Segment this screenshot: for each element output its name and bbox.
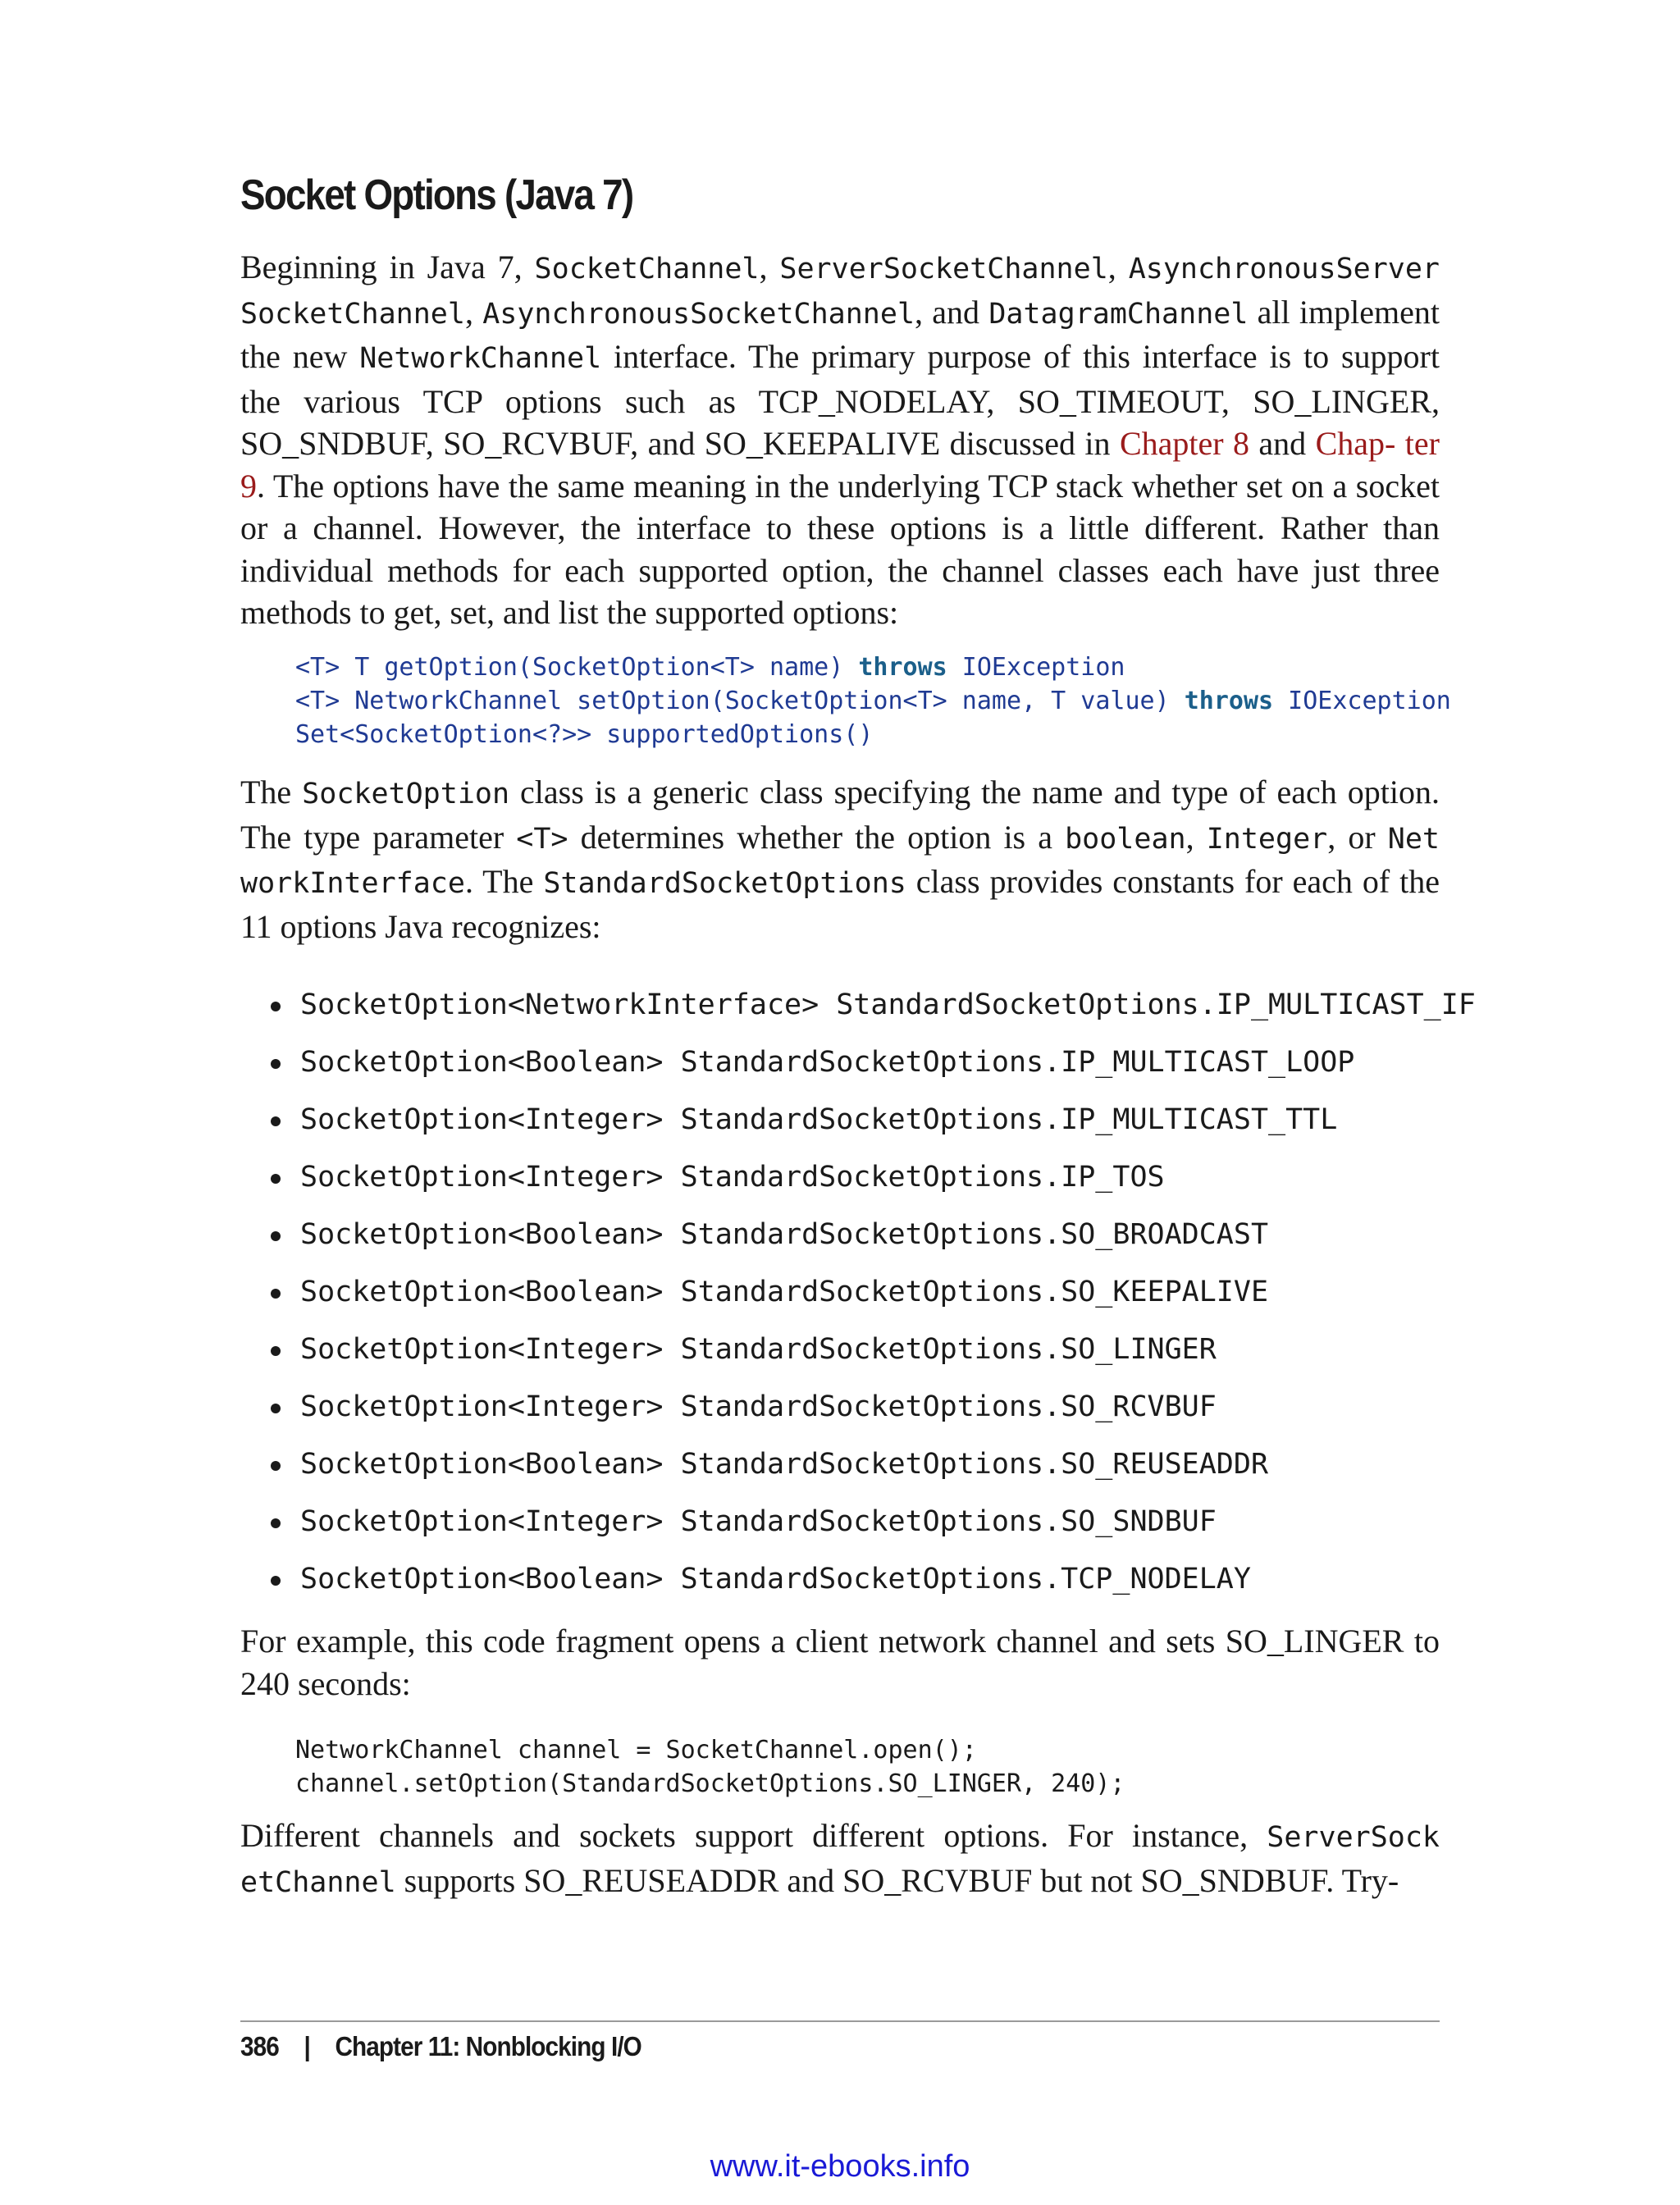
code-line: <T> NetworkChannel setOption(SocketOption<T> name, T value) throws IOException <box>295 687 1451 715</box>
options-list <box>262 976 1476 1608</box>
example-paragraph: For example, this code fragment opens a client network channel and sets SO_LINGER to 240 seconds: <box>240 1623 1440 1702</box>
intro-paragraph: Beginning in Java 7, SocketChannel, ServerSocketChannel, AsynchronousServer SocketChannel, AsynchronousSocketChannel, and DatagramChannel all implement the new NetworkChannel interface. The primary purpose of this interface is to support the various TCP options such as TCP_NODELAY, SO_TIMEOUT, SO_LINGER, SO_SNDBUF, SO_RCVBUF, and SO_KEEPALIVE discussed in Chapter 8 and Chap- ter 9. The options have the same meaning in the underlying TCP stack whether set on a socket or a channel. However, the interface to these options is a little different. Rather than individual methods for each supported option, the channel classes each have just three methods to get, set, and list the supported options: <box>240 249 1440 631</box>
bullet-icon <box>271 1231 281 1241</box>
bullet-icon <box>271 1576 281 1586</box>
linger-example-code <box>295 1733 1125 1801</box>
section-title: Socket Options (Java 7) <box>240 171 633 219</box>
code-term: DatagramChannel <box>988 297 1249 331</box>
footer-separator: | <box>304 2031 310 2061</box>
code-line: <T> T getOption(SocketOption<T> name) throws IOException <box>295 653 1125 682</box>
code-term: boolean <box>1065 822 1186 856</box>
chapter-8-link[interactable]: Chapter 8 <box>1119 425 1249 462</box>
watermark-link[interactable]: www.it-ebooks.info <box>710 2149 970 2184</box>
list-item: SocketOption<NetworkInterface> StandardSocketOptions.IP_MULTICAST_IF <box>262 976 1476 1034</box>
list-item: SocketOption<Boolean> StandardSocketOptions.SO_KEEPALIVE <box>262 1263 1476 1321</box>
list-item: SocketOption<Boolean> StandardSocketOptions.IP_MULTICAST_LOOP <box>262 1034 1476 1091</box>
code-term: AsynchronousSocketChannel <box>482 297 915 331</box>
list-item: SocketOption<Boolean> StandardSocketOptions.SO_REUSEADDR <box>262 1436 1476 1493</box>
code-line: Set<SocketOption<?>> supportedOptions() <box>295 720 874 749</box>
list-item: SocketOption<Boolean> StandardSocketOptions.SO_BROADCAST <box>262 1206 1476 1263</box>
code-term: Integer <box>1206 822 1328 856</box>
bullet-icon <box>271 1002 281 1011</box>
footer-divider <box>240 2020 1440 2022</box>
bullet-icon <box>271 1518 281 1528</box>
code-term: ServerSocketChannel <box>779 253 1108 285</box>
page-footer <box>240 2031 641 2062</box>
code-term: Net workInterface <box>240 822 1440 900</box>
chapter-9-link[interactable]: Chap- ter 9 <box>240 425 1440 504</box>
code-term: AsynchronousServer SocketChannel <box>240 253 1440 331</box>
code-term: <T> <box>516 822 568 856</box>
bullet-icon <box>271 1116 281 1126</box>
list-item: SocketOption<Integer> StandardSocketOptions.SO_RCVBUF <box>262 1378 1476 1436</box>
code-line: channel.setOption(StandardSocketOptions.SO_LINGER, 240); <box>295 1769 1125 1798</box>
code-term: StandardSocketOptions <box>543 867 906 900</box>
list-item: SocketOption<Integer> StandardSocketOptions.IP_MULTICAST_TTL <box>262 1091 1476 1148</box>
list-item: SocketOption<Integer> StandardSocketOptions.IP_TOS <box>262 1148 1476 1206</box>
bullet-icon <box>271 1461 281 1471</box>
method-signatures-code <box>295 651 1451 751</box>
bullet-icon <box>271 1174 281 1184</box>
code-term: SocketOption <box>302 778 510 810</box>
chapter-name: Chapter 11: Nonblocking I/O <box>335 2031 641 2061</box>
code-term: ServerSock etChannel <box>240 1821 1440 1899</box>
page-number: 386 <box>240 2031 279 2061</box>
bullet-icon <box>271 1059 281 1069</box>
code-term: SocketChannel <box>534 253 760 285</box>
list-item: SocketOption<Integer> StandardSocketOptions.SO_LINGER <box>262 1321 1476 1378</box>
bullet-icon <box>271 1289 281 1299</box>
list-item: SocketOption<Boolean> StandardSocketOptions.TCP_NODELAY <box>262 1550 1476 1608</box>
code-term: NetworkChannel <box>359 342 602 375</box>
list-item: SocketOption<Integer> StandardSocketOptions.SO_SNDBUF <box>262 1493 1476 1550</box>
bullet-icon <box>271 1404 281 1413</box>
code-line: NetworkChannel channel = SocketChannel.open(); <box>295 1736 977 1764</box>
bullet-icon <box>271 1346 281 1356</box>
socketoption-paragraph: The SocketOption class is a generic class specifying the name and type of each option. The type parameter <T> determines whether the option is a boolean, Integer, or Net workInterface. The StandardSocketOptions class provides constants for each of the 11 options Java recognizes: <box>240 774 1440 945</box>
options-support-paragraph: Different channels and sockets support different options. For instance, ServerSock etChannel supports SO_REUSEADDR and SO_RCVBUF but not SO_SNDBUF. Try- <box>240 1817 1440 1899</box>
